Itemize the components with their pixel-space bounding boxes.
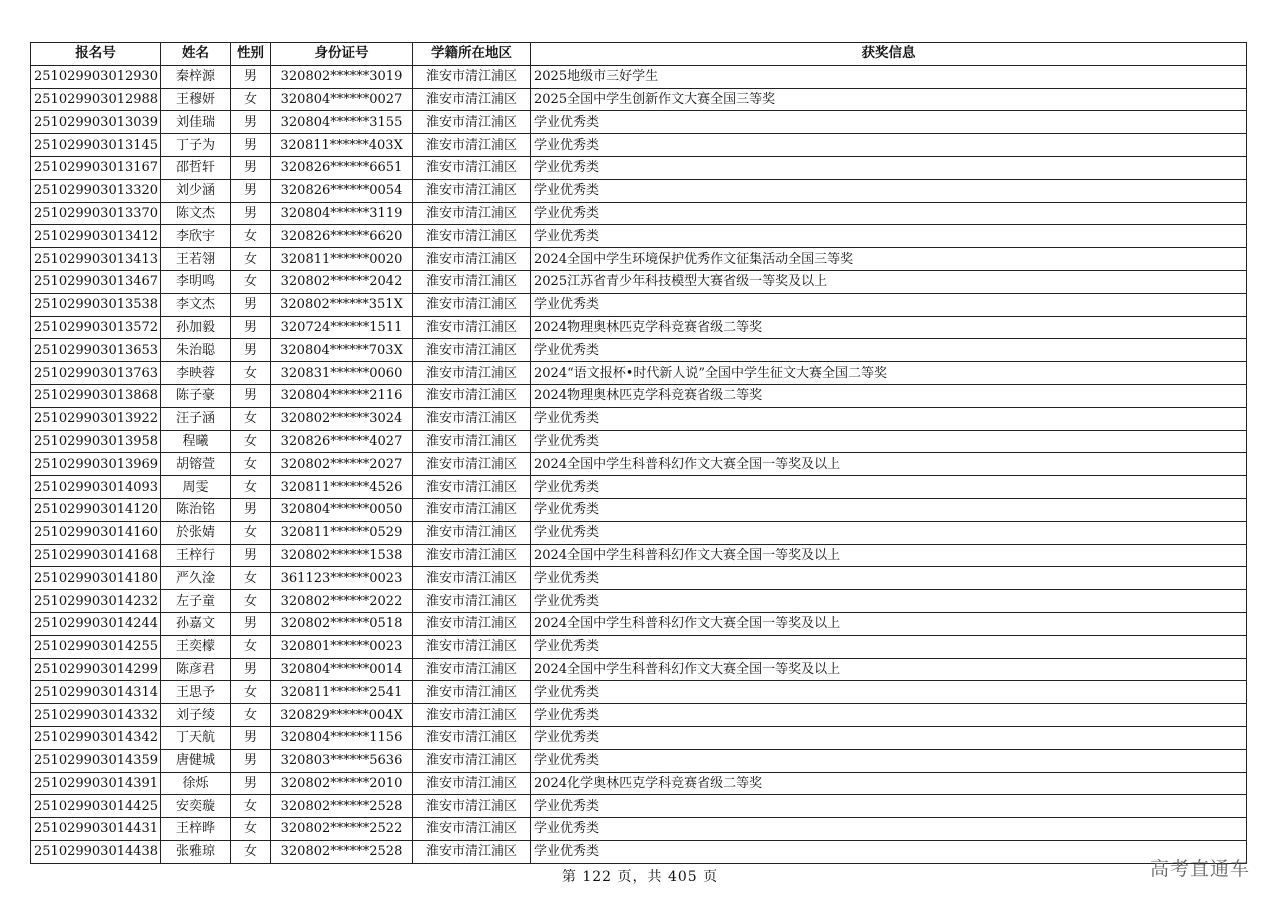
region-cell: 淮安市清江浦区 — [413, 544, 531, 567]
region-cell: 淮安市清江浦区 — [413, 88, 531, 111]
table-row — [31, 407, 1247, 430]
award-info-cell: 学业优秀类 — [531, 681, 1247, 704]
registration-number-cell: 251029903013922 — [31, 407, 161, 430]
name-cell: 孙嘉文 — [161, 612, 231, 635]
id-number-cell: 320802******351X — [271, 293, 413, 316]
region-cell: 淮安市清江浦区 — [413, 65, 531, 88]
gender-cell: 男 — [231, 658, 271, 681]
col-header-region: 学籍所在地区 — [413, 43, 531, 66]
region-cell: 淮安市清江浦区 — [413, 476, 531, 499]
registration-number-cell: 251029903013413 — [31, 248, 161, 271]
registration-number-cell: 251029903013145 — [31, 134, 161, 157]
name-cell: 刘子绫 — [161, 704, 231, 727]
id-number-cell: 320801******0023 — [271, 635, 413, 658]
gender-cell: 女 — [231, 818, 271, 841]
registration-number-cell: 251029903013320 — [31, 179, 161, 202]
gender-cell: 女 — [231, 795, 271, 818]
name-cell: 刘佳瑞 — [161, 111, 231, 134]
registration-number-cell: 251029903014244 — [31, 612, 161, 635]
award-info-cell: 2024全国中学生科普科幻作文大赛全国一等奖及以上 — [531, 658, 1247, 681]
name-cell: 邵哲轩 — [161, 156, 231, 179]
id-number-cell: 320802******0518 — [271, 612, 413, 635]
table-row — [31, 749, 1247, 772]
award-info-cell: 2024物理奥林匹克学科竞赛省级二等奖 — [531, 316, 1247, 339]
region-cell: 淮安市清江浦区 — [413, 818, 531, 841]
id-number-cell: 320802******3019 — [271, 65, 413, 88]
gender-cell: 男 — [231, 293, 271, 316]
name-cell: 周雯 — [161, 476, 231, 499]
gender-cell: 女 — [231, 476, 271, 499]
table-row — [31, 339, 1247, 362]
award-info-cell: 学业优秀类 — [531, 407, 1247, 430]
name-cell: 徐烁 — [161, 772, 231, 795]
gender-cell: 女 — [231, 407, 271, 430]
name-cell: 王奕檬 — [161, 635, 231, 658]
id-number-cell: 320802******2022 — [271, 590, 413, 613]
table-row — [31, 65, 1247, 88]
region-cell: 淮安市清江浦区 — [413, 590, 531, 613]
name-cell: 陈彦君 — [161, 658, 231, 681]
gender-cell: 女 — [231, 521, 271, 544]
region-cell: 淮安市清江浦区 — [413, 407, 531, 430]
col-header-gender: 性别 — [231, 43, 271, 66]
gender-cell: 女 — [231, 88, 271, 111]
table-row — [31, 635, 1247, 658]
gender-cell: 男 — [231, 612, 271, 635]
gender-cell: 女 — [231, 681, 271, 704]
registration-number-cell: 251029903014299 — [31, 658, 161, 681]
id-number-cell: 320826******0054 — [271, 179, 413, 202]
name-cell: 秦梓源 — [161, 65, 231, 88]
id-number-cell: 320811******403X — [271, 134, 413, 157]
gender-cell: 男 — [231, 384, 271, 407]
name-cell: 孙加毅 — [161, 316, 231, 339]
registration-number-cell: 251029903013868 — [31, 384, 161, 407]
registration-number-cell: 251029903013653 — [31, 339, 161, 362]
region-cell: 淮安市清江浦区 — [413, 156, 531, 179]
region-cell: 淮安市清江浦区 — [413, 772, 531, 795]
table-row — [31, 476, 1247, 499]
gender-cell: 男 — [231, 498, 271, 521]
registration-number-cell: 251029903014332 — [31, 704, 161, 727]
award-info-cell: 学业优秀类 — [531, 179, 1247, 202]
name-cell: 程曦 — [161, 430, 231, 453]
gender-cell: 女 — [231, 635, 271, 658]
name-cell: 严久淦 — [161, 567, 231, 590]
award-info-cell: 学业优秀类 — [531, 635, 1247, 658]
table-row — [31, 612, 1247, 635]
region-cell: 淮安市清江浦区 — [413, 270, 531, 293]
registration-number-cell: 251029903014359 — [31, 749, 161, 772]
id-number-cell: 320826******6651 — [271, 156, 413, 179]
table-row — [31, 453, 1247, 476]
registration-number-cell: 251029903012930 — [31, 65, 161, 88]
region-cell: 淮安市清江浦区 — [413, 316, 531, 339]
award-info-cell: 学业优秀类 — [531, 567, 1247, 590]
gender-cell: 男 — [231, 179, 271, 202]
award-info-cell: 学业优秀类 — [531, 293, 1247, 316]
name-cell: 王穆妍 — [161, 88, 231, 111]
region-cell: 淮安市清江浦区 — [413, 248, 531, 271]
region-cell: 淮安市清江浦区 — [413, 225, 531, 248]
gender-cell: 男 — [231, 202, 271, 225]
id-number-cell: 320802******2010 — [271, 772, 413, 795]
table-row — [31, 316, 1247, 339]
region-cell: 淮安市清江浦区 — [413, 612, 531, 635]
table-row — [31, 567, 1247, 590]
name-cell: 朱治聪 — [161, 339, 231, 362]
gender-cell: 女 — [231, 704, 271, 727]
table-row — [31, 704, 1247, 727]
award-info-cell: 学业优秀类 — [531, 225, 1247, 248]
id-number-cell: 320811******2541 — [271, 681, 413, 704]
registration-number-cell: 251029903014232 — [31, 590, 161, 613]
table-row — [31, 88, 1247, 111]
gender-cell: 男 — [231, 726, 271, 749]
registration-number-cell: 251029903014093 — [31, 476, 161, 499]
table-row — [31, 248, 1247, 271]
name-cell: 左子童 — [161, 590, 231, 613]
region-cell: 淮安市清江浦区 — [413, 202, 531, 225]
award-info-cell: 2025江苏省青少年科技模型大赛省级一等奖及以上 — [531, 270, 1247, 293]
registration-number-cell: 251029903013969 — [31, 453, 161, 476]
registration-number-cell: 251029903014391 — [31, 772, 161, 795]
gender-cell: 男 — [231, 772, 271, 795]
id-number-cell: 320802******2027 — [271, 453, 413, 476]
student-award-table — [30, 42, 1247, 864]
region-cell: 淮安市清江浦区 — [413, 179, 531, 202]
gender-cell: 女 — [231, 270, 271, 293]
name-cell: 李文杰 — [161, 293, 231, 316]
gender-cell: 女 — [231, 362, 271, 385]
name-cell: 李欣宇 — [161, 225, 231, 248]
id-number-cell: 320804******2116 — [271, 384, 413, 407]
registration-number-cell: 251029903013167 — [31, 156, 161, 179]
registration-number-cell: 251029903014168 — [31, 544, 161, 567]
award-info-cell: 学业优秀类 — [531, 134, 1247, 157]
registration-number-cell: 251029903014438 — [31, 840, 161, 863]
registration-number-cell: 251029903013958 — [31, 430, 161, 453]
col-header-award-info: 获奖信息 — [531, 43, 1247, 66]
name-cell: 刘少涵 — [161, 179, 231, 202]
registration-number-cell: 251029903014160 — [31, 521, 161, 544]
id-number-cell: 320831******0060 — [271, 362, 413, 385]
gender-cell: 女 — [231, 248, 271, 271]
award-info-cell: 学业优秀类 — [531, 704, 1247, 727]
region-cell: 淮安市清江浦区 — [413, 134, 531, 157]
award-info-cell: 学业优秀类 — [531, 590, 1247, 613]
table-row — [31, 134, 1247, 157]
region-cell: 淮安市清江浦区 — [413, 658, 531, 681]
col-header-id-number: 身份证号 — [271, 43, 413, 66]
gender-cell: 女 — [231, 840, 271, 863]
id-number-cell: 320804******0014 — [271, 658, 413, 681]
gender-cell: 女 — [231, 225, 271, 248]
registration-number-cell: 251029903013538 — [31, 293, 161, 316]
region-cell: 淮安市清江浦区 — [413, 453, 531, 476]
gender-cell: 女 — [231, 567, 271, 590]
award-info-cell: 学业优秀类 — [531, 430, 1247, 453]
table-header — [31, 43, 1247, 66]
id-number-cell: 320826******4027 — [271, 430, 413, 453]
award-info-cell: 学业优秀类 — [531, 476, 1247, 499]
watermark-text: 高考直通车 — [1149, 858, 1250, 880]
name-cell: 唐健城 — [161, 749, 231, 772]
registration-number-cell: 251029903014425 — [31, 795, 161, 818]
award-info-cell: 学业优秀类 — [531, 795, 1247, 818]
table-row — [31, 384, 1247, 407]
name-cell: 王若翎 — [161, 248, 231, 271]
id-number-cell: 320829******004X — [271, 704, 413, 727]
region-cell: 淮安市清江浦区 — [413, 384, 531, 407]
table-row — [31, 840, 1247, 863]
region-cell: 淮安市清江浦区 — [413, 635, 531, 658]
award-info-cell: 学业优秀类 — [531, 818, 1247, 841]
id-number-cell: 320802******1538 — [271, 544, 413, 567]
name-cell: 李映蓉 — [161, 362, 231, 385]
registration-number-cell: 251029903014180 — [31, 567, 161, 590]
table-row — [31, 156, 1247, 179]
award-info-cell: 2024全国中学生科普科幻作文大赛全国一等奖及以上 — [531, 453, 1247, 476]
award-info-cell: 2024全国中学生科普科幻作文大赛全国一等奖及以上 — [531, 612, 1247, 635]
name-cell: 丁子为 — [161, 134, 231, 157]
award-info-cell: 2024“语文报杯•时代新人说”全国中学生征文大赛全国二等奖 — [531, 362, 1247, 385]
table-row — [31, 430, 1247, 453]
id-number-cell: 320804******0050 — [271, 498, 413, 521]
award-info-cell: 学业优秀类 — [531, 111, 1247, 134]
name-cell: 胡镕萱 — [161, 453, 231, 476]
region-cell: 淮安市清江浦区 — [413, 293, 531, 316]
registration-number-cell: 251029903014314 — [31, 681, 161, 704]
registration-number-cell: 251029903013467 — [31, 270, 161, 293]
id-number-cell: 320724******1511 — [271, 316, 413, 339]
gender-cell: 男 — [231, 339, 271, 362]
table-row — [31, 795, 1247, 818]
gender-cell: 男 — [231, 316, 271, 339]
award-info-cell: 2024化学奥林匹克学科竞赛省级二等奖 — [531, 772, 1247, 795]
table-row — [31, 179, 1247, 202]
region-cell: 淮安市清江浦区 — [413, 704, 531, 727]
award-info-cell: 2025地级市三好学生 — [531, 65, 1247, 88]
gender-cell: 男 — [231, 111, 271, 134]
id-number-cell: 320802******2522 — [271, 818, 413, 841]
id-number-cell: 320802******2042 — [271, 270, 413, 293]
name-cell: 王梓晔 — [161, 818, 231, 841]
name-cell: 李明鸣 — [161, 270, 231, 293]
region-cell: 淮安市清江浦区 — [413, 498, 531, 521]
table-row — [31, 521, 1247, 544]
table-row — [31, 544, 1247, 567]
table-row — [31, 111, 1247, 134]
id-number-cell: 320802******2528 — [271, 840, 413, 863]
name-cell: 王思予 — [161, 681, 231, 704]
name-cell: 王梓行 — [161, 544, 231, 567]
award-info-cell: 学业优秀类 — [531, 339, 1247, 362]
registration-number-cell: 251029903014255 — [31, 635, 161, 658]
table-row — [31, 658, 1247, 681]
col-header-name: 姓名 — [161, 43, 231, 66]
table-row — [31, 270, 1247, 293]
award-info-cell: 学业优秀类 — [531, 840, 1247, 863]
table-row — [31, 681, 1247, 704]
region-cell: 淮安市清江浦区 — [413, 726, 531, 749]
table-row — [31, 202, 1247, 225]
table-row — [31, 362, 1247, 385]
col-header-registration-number: 报名号 — [31, 43, 161, 66]
award-info-cell: 学业优秀类 — [531, 749, 1247, 772]
region-cell: 淮安市清江浦区 — [413, 749, 531, 772]
award-info-cell: 2024物理奥林匹克学科竞赛省级二等奖 — [531, 384, 1247, 407]
gender-cell: 男 — [231, 134, 271, 157]
name-cell: 陈子豪 — [161, 384, 231, 407]
region-cell: 淮安市清江浦区 — [413, 567, 531, 590]
award-info-cell: 学业优秀类 — [531, 498, 1247, 521]
gender-cell: 男 — [231, 749, 271, 772]
name-cell: 陈文杰 — [161, 202, 231, 225]
id-number-cell: 320802******2528 — [271, 795, 413, 818]
name-cell: 丁天航 — [161, 726, 231, 749]
id-number-cell: 320826******6620 — [271, 225, 413, 248]
header-row — [31, 43, 1247, 66]
name-cell: 於张婧 — [161, 521, 231, 544]
name-cell: 汪子涵 — [161, 407, 231, 430]
region-cell: 淮安市清江浦区 — [413, 111, 531, 134]
id-number-cell: 320811******4526 — [271, 476, 413, 499]
id-number-cell: 320802******3024 — [271, 407, 413, 430]
id-number-cell: 361123******0023 — [271, 567, 413, 590]
id-number-cell: 320803******5636 — [271, 749, 413, 772]
name-cell: 张雅琼 — [161, 840, 231, 863]
gender-cell: 男 — [231, 156, 271, 179]
table-row — [31, 590, 1247, 613]
registration-number-cell: 251029903013763 — [31, 362, 161, 385]
region-cell: 淮安市清江浦区 — [413, 362, 531, 385]
award-info-cell: 2024全国中学生环境保护优秀作文征集活动全国三等奖 — [531, 248, 1247, 271]
name-cell: 陈治铭 — [161, 498, 231, 521]
award-info-cell: 2024全国中学生科普科幻作文大赛全国一等奖及以上 — [531, 544, 1247, 567]
table-row — [31, 818, 1247, 841]
award-info-cell: 学业优秀类 — [531, 202, 1247, 225]
table-body — [31, 65, 1247, 863]
registration-number-cell: 251029903013412 — [31, 225, 161, 248]
registration-number-cell: 251029903014431 — [31, 818, 161, 841]
registration-number-cell: 251029903014120 — [31, 498, 161, 521]
gender-cell: 女 — [231, 430, 271, 453]
region-cell: 淮安市清江浦区 — [413, 521, 531, 544]
registration-number-cell: 251029903013370 — [31, 202, 161, 225]
region-cell: 淮安市清江浦区 — [413, 339, 531, 362]
name-cell: 安奕璇 — [161, 795, 231, 818]
region-cell: 淮安市清江浦区 — [413, 430, 531, 453]
award-info-cell: 学业优秀类 — [531, 726, 1247, 749]
gender-cell: 女 — [231, 590, 271, 613]
id-number-cell: 320804******3155 — [271, 111, 413, 134]
id-number-cell: 320804******0027 — [271, 88, 413, 111]
award-info-cell: 学业优秀类 — [531, 521, 1247, 544]
table-row — [31, 726, 1247, 749]
award-info-cell: 学业优秀类 — [531, 156, 1247, 179]
registration-number-cell: 251029903014342 — [31, 726, 161, 749]
table-row — [31, 293, 1247, 316]
id-number-cell: 320804******1156 — [271, 726, 413, 749]
award-info-cell: 2025全国中学生创新作文大赛全国三等奖 — [531, 88, 1247, 111]
table-row — [31, 498, 1247, 521]
table-row — [31, 225, 1247, 248]
gender-cell: 男 — [231, 65, 271, 88]
id-number-cell: 320804******703X — [271, 339, 413, 362]
id-number-cell: 320811******0529 — [271, 521, 413, 544]
gender-cell: 女 — [231, 453, 271, 476]
registration-number-cell: 251029903013572 — [31, 316, 161, 339]
region-cell: 淮安市清江浦区 — [413, 840, 531, 863]
table-row — [31, 772, 1247, 795]
gender-cell: 男 — [231, 544, 271, 567]
registration-number-cell: 251029903013039 — [31, 111, 161, 134]
region-cell: 淮安市清江浦区 — [413, 795, 531, 818]
page-number-footer: 第 122 页，共 405 页 — [561, 869, 719, 885]
region-cell: 淮安市清江浦区 — [413, 681, 531, 704]
id-number-cell: 320811******0020 — [271, 248, 413, 271]
registration-number-cell: 251029903012988 — [31, 88, 161, 111]
id-number-cell: 320804******3119 — [271, 202, 413, 225]
